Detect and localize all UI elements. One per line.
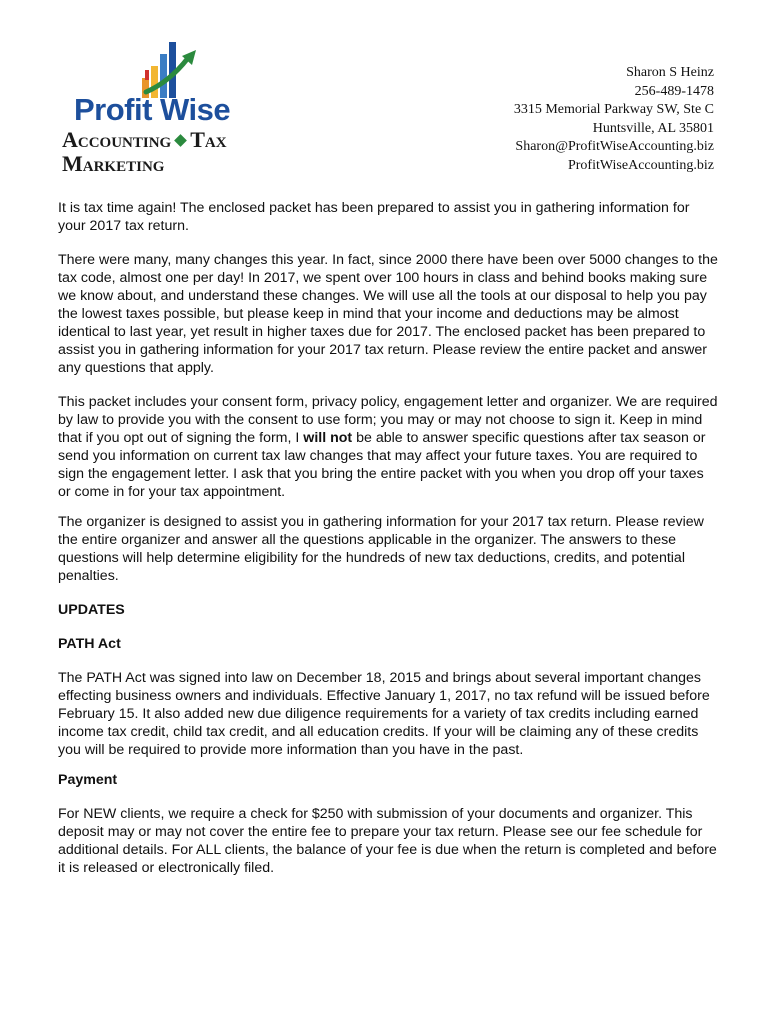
packet-paragraph (58, 393, 718, 501)
letter-body (58, 199, 718, 889)
contact-block (514, 64, 714, 175)
packet-text-a: This packet includes your consent form, privacy policy, engagement letter and organizer. We are required by law to provide you with the consent to use form; you may or may not choose to sign it. Keep in mind that if you opt out of signing the form, I (58, 394, 718, 446)
contact-email: Sharon@ProfitWiseAccounting.biz (515, 139, 714, 154)
path-act-paragraph: The PATH Act was signed into law on December 18, 2015 and brings about several important changes effecting business owners and individuals. Effective January 1, 2017, no tax refund will be issued before February 15. It also added new due diligence requirements for a variety of tax credits including earned income tax credit, child tax credit, and all education credits. If your will be claiming any of these credits you will be required to provide more information than you have in the past. (58, 670, 710, 758)
logo-subtitle-line1 (62, 128, 227, 152)
contact-address-line2: Huntsville, AL 35801 (592, 120, 714, 136)
intro-paragraph: It is tax time again! The enclosed packet has been prepared to assist you in gathering information for your 2017 tax return. (58, 200, 690, 234)
company-logo (60, 42, 275, 177)
logo-accounting-text: Accounting (62, 127, 172, 152)
contact-address-line1: 3315 Memorial Parkway SW, Ste C (513, 102, 714, 117)
updates-heading: UPDATES (58, 602, 125, 618)
packet-emphasis: will not (303, 430, 353, 446)
logo-tax-text: Tax (190, 127, 227, 152)
contact-phone: 256-489-1478 (634, 83, 714, 99)
contact-website: ProfitWiseAccounting.biz (567, 157, 714, 173)
payment-heading: Payment (58, 772, 118, 788)
logo-title: Profit Wise (74, 92, 231, 127)
path-act-heading: PATH Act (58, 636, 121, 652)
packet-text-b: be able to answer specific questions after tax season or send you information on current tax law changes that may affect your future taxes. You are required to sign the engagement letter. I ask that you bring the entire packet with you when you drop off your taxes or come in for your tax appointment. (58, 430, 706, 500)
diamond-icon (174, 134, 187, 147)
payment-paragraph: For NEW clients, we require a check for $250 with submission of your documents and organizer. This deposit may or may not cover the entire fee to prepare your tax return. Please see our fee schedule for additional details. For ALL clients, the balance of your fee is due when the return is completed and before it is released or electronically filed. (58, 806, 717, 876)
organizer-paragraph: The organizer is designed to assist you in gathering information for your 2017 tax return. Please review the entire organizer and answer all the questions applicable in the organizer. The answers to these questions will help determine eligibility for the hundreds of new tax deductions, credits, and potential penalties. (58, 514, 704, 584)
changes-paragraph: There were many, many changes this year. In fact, since 2000 there have been over 5000 changes to the tax code, almost one per day! In 2017, we spent over 100 hours in class and behind books making sure we know about, and understand these changes. We will use all the tools at our disposal to help you pay the lowest taxes possible, but please keep in mind that your income and deductions may be almost identical to last year, yet result in higher taxes due for 2017. The enclosed packet has been prepared to assist you in gathering information for your 2017 tax return. Please review the entire packet and answer any questions that apply. (58, 252, 718, 376)
logo-subtitle-line2: Marketing (62, 151, 165, 176)
contact-name: Sharon S Heinz (626, 65, 714, 80)
